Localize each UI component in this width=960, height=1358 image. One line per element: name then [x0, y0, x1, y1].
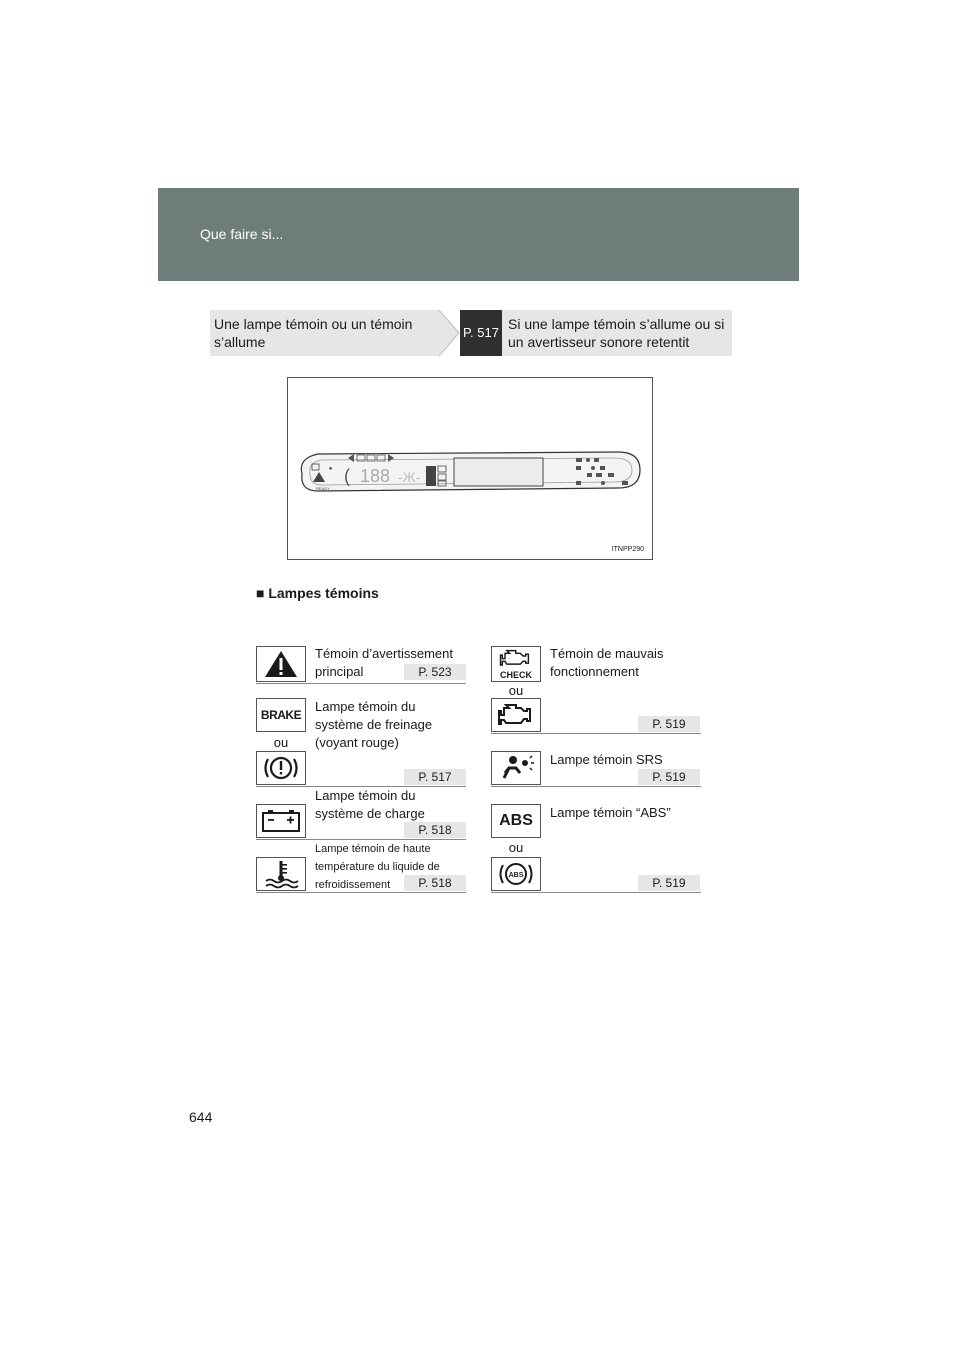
xref-arrow-icon: [210, 310, 470, 356]
srs-page[interactable]: P. 519: [638, 769, 700, 785]
battery-icon: [256, 804, 306, 838]
malfunction-page[interactable]: P. 519: [638, 716, 700, 732]
xref-page[interactable]: P. 517: [460, 310, 502, 356]
check-engine-icon: [491, 646, 541, 682]
brake-label: Lampe témoin du système de freinage (voyant rouge): [315, 699, 433, 750]
instrument-panel-figure: [287, 377, 653, 560]
speed-digits: 188: [360, 466, 391, 486]
row-divider: [256, 892, 466, 893]
page-number: 644: [189, 1109, 213, 1125]
brake-ou: ou: [273, 735, 289, 750]
abs-circle-icon: [491, 857, 541, 891]
master-warning-page[interactable]: P. 523: [404, 664, 466, 680]
svg-text:CHECK: CHECK: [499, 670, 533, 680]
svg-text:♠: ♠: [329, 466, 333, 472]
malfunction-label: Témoin de mauvais fonctionnement: [550, 646, 664, 679]
abs-ou: ou: [508, 840, 524, 855]
xref-right-text: Si une lampe témoin s’allume ou si un avertisseur sonore retentit: [508, 316, 725, 350]
srs-label: Lampe témoin SRS: [550, 752, 663, 767]
charge-page[interactable]: P. 518: [404, 822, 466, 838]
engine-icon: [491, 698, 541, 732]
row-divider: [256, 683, 466, 684]
master-warning-label: Témoin d’avertissement principal: [315, 646, 453, 679]
chapter-header: [158, 188, 799, 281]
brake-page[interactable]: P. 517: [404, 769, 466, 785]
svg-text:READY: READY: [316, 486, 330, 491]
brake-text-icon: BRAKE: [256, 698, 306, 732]
cross-reference-bar: [210, 310, 732, 356]
chapter-title: Que faire si...: [200, 226, 284, 242]
row-divider: [491, 892, 701, 893]
row-divider: [491, 733, 701, 734]
svg-text:ABS: ABS: [508, 872, 524, 879]
svg-text:-Ж-: -Ж-: [398, 469, 421, 485]
master-warning-icon: [256, 646, 306, 682]
row-divider: [491, 786, 701, 787]
instrument-cluster-illustration: [288, 378, 652, 559]
coolant-temperature-icon: [256, 857, 306, 891]
xref-right-box: [502, 310, 732, 356]
charge-label: Lampe témoin du système de charge: [315, 788, 425, 821]
coolant-page[interactable]: P. 518: [404, 875, 466, 891]
abs-label: Lampe témoin “ABS”: [550, 805, 671, 820]
abs-text-icon: ABS: [491, 804, 541, 838]
coolant-label: Lampe témoin de haute température du liquide de refroidissement: [315, 843, 440, 891]
svg-text:(: (: [344, 466, 350, 486]
airbag-icon: [491, 751, 541, 785]
brake-circle-icon: [256, 751, 306, 785]
section-title: ■ Lampes témoins: [256, 585, 379, 601]
figure-code: ITNPP290: [611, 546, 644, 553]
xref-left-text: Une lampe témoin ou un témoin s’allume: [214, 316, 413, 350]
abs-page[interactable]: P. 519: [638, 875, 700, 891]
malfunction-ou: ou: [508, 683, 524, 698]
